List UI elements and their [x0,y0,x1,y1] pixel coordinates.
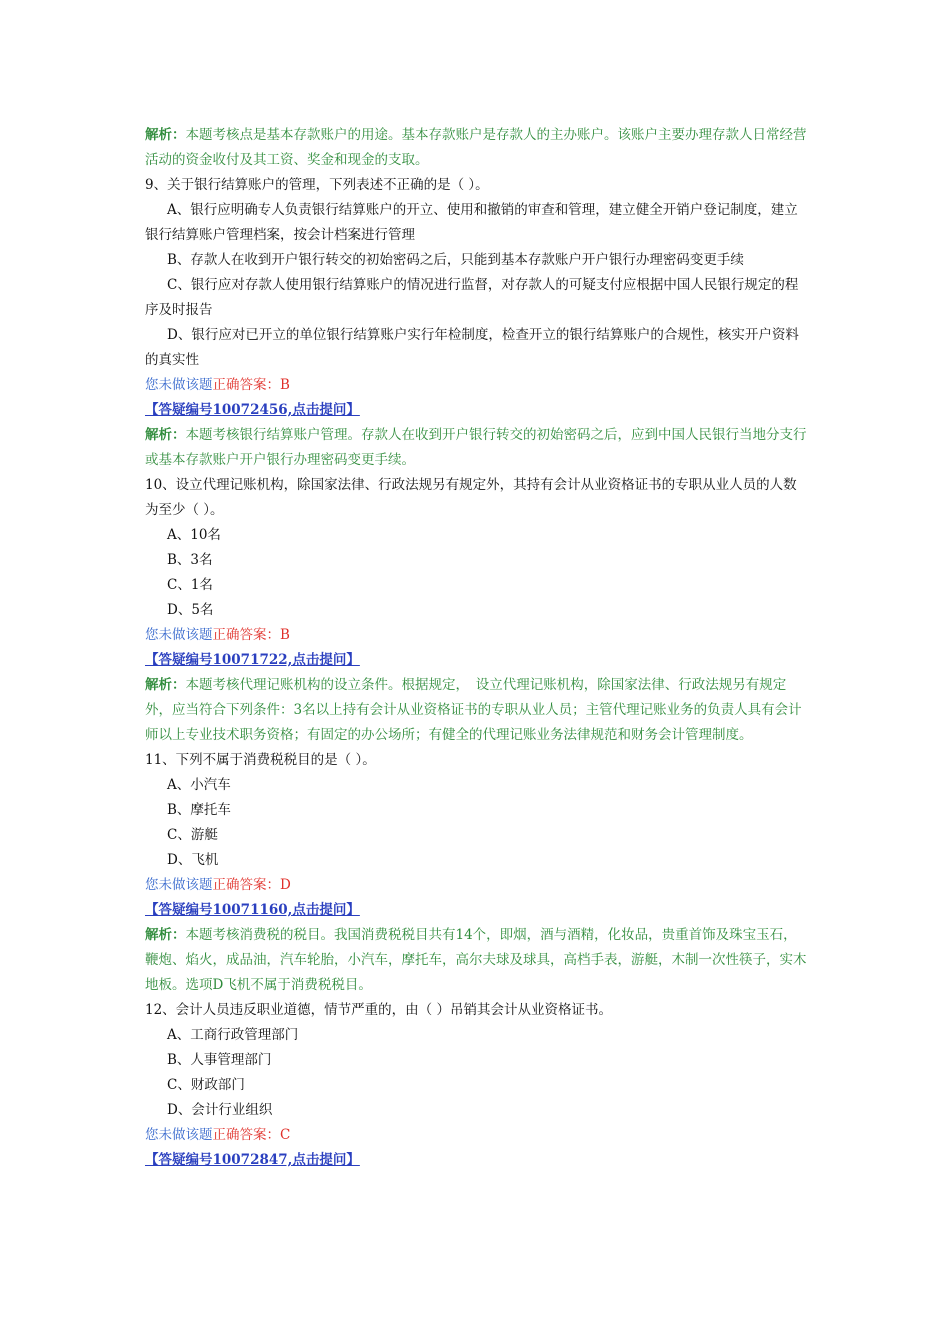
correct-answer-label: 正确答案： [212,877,280,893]
question-10-option-a[interactable]: A、10名 [167,527,221,543]
question-9-stem: 9、关于银行结算账户的管理，下列表述不正确的是（ ）。 [145,177,489,193]
question-10-option-b[interactable]: B、3名 [167,552,213,568]
question-12-option-d[interactable]: D、会计行业组织 [167,1102,273,1118]
question-11-option-b[interactable]: B、摩托车 [167,802,231,818]
analysis-label: 解析： [145,127,186,143]
correct-answer-value: B [280,627,290,643]
status-not-done: 您未做该题 [145,627,213,643]
correct-answer-value: C [280,1127,291,1143]
ask-question-link[interactable]: 【答疑编号10071722,点击提问】 [145,652,360,668]
question-9-option-b[interactable]: B、存款人在收到开户银行转交的初始密码之后，只能到基本存款账户开户银行办理密码变更手续 [167,252,744,268]
question-12-option-c[interactable]: C、财政部门 [167,1077,245,1093]
question-12-option-b[interactable]: B、人事管理部门 [167,1052,272,1068]
analysis-q11 [145,923,807,998]
analysis-q8 [145,123,807,173]
question-10-option-c[interactable]: C、1名 [167,577,213,593]
analysis-q9 [145,423,807,473]
question-12-option-a[interactable]: A、工商行政管理部门 [167,1027,299,1043]
status-not-done: 您未做该题 [145,877,213,893]
question-11-option-a[interactable]: A、小汽车 [167,777,231,793]
status-not-done: 您未做该题 [145,377,213,393]
correct-answer-label: 正确答案： [212,627,280,643]
status-not-done: 您未做该题 [145,1127,213,1143]
analysis-label: 解析： [145,677,186,693]
question-9-option-d[interactable]: D、银行应对已开立的单位银行结算账户实行年检制度，检查开立的银行结算账户的合规性，核实开户资料的真实性 [145,327,799,368]
question-9-option-c[interactable]: C、银行应对存款人使用银行结算账户的情况进行监督，对存款人的可疑支付应根据中国人民银行规定的程序及时报告 [145,277,799,318]
correct-answer-value: B [280,377,290,393]
correct-answer-value: D [280,877,291,893]
document-page [145,123,807,1173]
analysis-text: 本题考核消费税的税目。我国消费税税目共有14个，即烟，酒与酒精，化妆品，贵重首饰及珠宝玉石，鞭炮、焰火，成品油，汽车轮胎，小汽车，摩托车，高尔夫球及球具，高档手表，游艇，木制一次性筷子，实木地板。选项D飞机不属于消费税税目。 [145,927,807,993]
question-12-stem: 12、会计人员违反职业道德，情节严重的，由（ ）吊销其会计从业资格证书。 [145,1002,612,1018]
question-11-stem: 11、下列不属于消费税税目的是（ ）。 [145,752,376,768]
question-11-option-c[interactable]: C、游艇 [167,827,218,843]
ask-question-link[interactable]: 【答疑编号10072847,点击提问】 [145,1152,360,1168]
question-11-status [145,873,807,898]
question-10-status [145,623,807,648]
analysis-label: 解析： [145,427,186,443]
question-9-status [145,373,807,398]
question-11-option-d[interactable]: D、飞机 [167,852,219,868]
ask-question-link[interactable]: 【答疑编号10071160,点击提问】 [145,902,360,918]
question-9-option-a[interactable]: A、银行应明确专人负责银行结算账户的开立、使用和撤销的审查和管理，建立健全开销户登记制度，建立银行结算账户管理档案，按会计档案进行管理 [145,202,798,243]
analysis-text: 本题考核代理记账机构的设立条件。根据规定， 设立代理记账机构，除国家法律、行政法规另有规定外，应当符合下列条件：3名以上持有会计从业资格证书的专职从业人员；主管代理记账业务的负责人具有会计师以上专业技术职务资格；有固定的办公场所；有健全的代理记账业务法律规范和财务会计管理制度。 [145,677,802,743]
analysis-text: 本题考核点是基本存款账户的用途。基本存款账户是存款人的主办账户。该账户主要办理存款人日常经营活动的资金收付及其工资、奖金和现金的支取。 [145,127,807,168]
question-10-option-d[interactable]: D、5名 [167,602,214,618]
question-10-stem: 10、设立代理记账机构，除国家法律、行政法规另有规定外，其持有会计从业资格证书的专职从业人员的人数为至少（ ）。 [145,477,797,518]
analysis-q10 [145,673,807,748]
correct-answer-label: 正确答案： [212,1127,280,1143]
question-12-status [145,1123,807,1148]
analysis-label: 解析： [145,927,186,943]
correct-answer-label: 正确答案： [212,377,280,393]
ask-question-link[interactable]: 【答疑编号10072456,点击提问】 [145,402,360,418]
analysis-text: 本题考核银行结算账户管理。存款人在收到开户银行转交的初始密码之后，应到中国人民银行当地分支行或基本存款账户开户银行办理密码变更手续。 [145,427,807,468]
